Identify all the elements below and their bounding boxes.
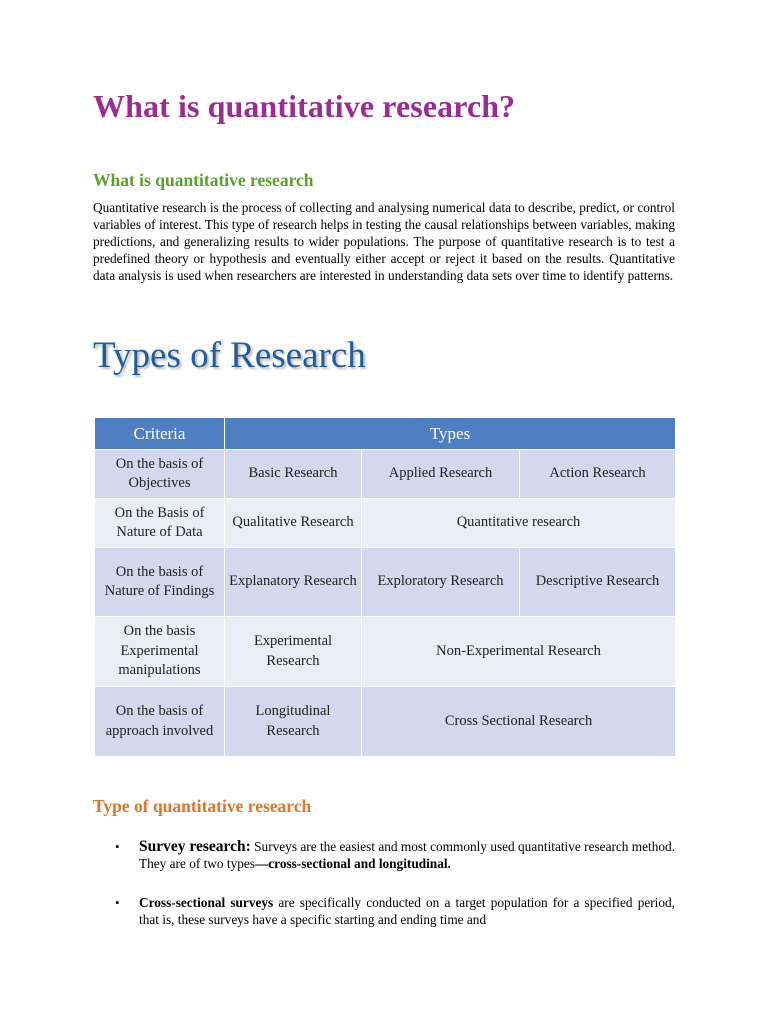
- intro-paragraph: Quantitative research is the process of collecting and analysing numerical data to describe, predict, or control variables of interest. This type of research helps in testing the causal relationships between variables, making predictions, and generalizing results to wider populations. The purpose of quantitative research is to test a predefined theory or hypothesis and eventually either accept or reject it based on the results. Quantitative data analysis is used when researchers are interested in understanding data sets over time to identify patterns.: [93, 200, 675, 283]
- table-row: [95, 450, 676, 499]
- type-cell: Explanatory Research: [225, 548, 362, 617]
- type-cell: Quantitative research: [362, 499, 676, 548]
- type-cell: Longitudinal Research: [225, 687, 362, 757]
- bullet-term: Cross-sectional surveys: [139, 895, 274, 910]
- bullet-text: Surveys are the easiest and most commonly used quantitative research method. They are of two types: [139, 839, 676, 871]
- list-item: [93, 838, 675, 872]
- type-cell: Action Research: [520, 450, 676, 499]
- row-criteria: On the basis Experimental manipulations: [95, 617, 225, 687]
- header-types: Types: [225, 418, 676, 450]
- bullet-icon: •: [115, 839, 120, 854]
- section-heading: What is quantitative research: [93, 170, 314, 190]
- bullet-emphasis: —cross-sectional and longitudinal.: [254, 856, 451, 871]
- type-cell: Experimental Research: [225, 617, 362, 687]
- table-row: [95, 548, 676, 617]
- header-criteria: Criteria: [95, 418, 225, 450]
- types-of-research-title: Types of Research: [93, 335, 366, 376]
- row-criteria: On the Basis of Nature of Data: [95, 499, 225, 548]
- type-cell: Descriptive Research: [520, 548, 676, 617]
- page-title: What is quantitative research?: [93, 88, 516, 124]
- type-cell: Exploratory Research: [362, 548, 520, 617]
- quantitative-types-heading: Type of quantitative research: [93, 796, 312, 816]
- type-cell: Applied Research: [362, 450, 520, 499]
- type-cell: Non-Experimental Research: [362, 617, 676, 687]
- bullet-text: are specifically conducted on a target population for a specified period, that is, these surveys have a specific starting and ending time and: [139, 895, 675, 927]
- table-row: [95, 499, 676, 548]
- research-types-table: [94, 417, 676, 757]
- type-cell: Qualitative Research: [225, 499, 362, 548]
- row-criteria: On the basis of Nature of Findings: [95, 548, 225, 617]
- table-row: [95, 687, 676, 757]
- bullet-term: Survey research:: [139, 838, 251, 855]
- table-header-row: [95, 418, 676, 450]
- row-criteria: On the basis of Objectives: [95, 450, 225, 499]
- type-cell: Cross Sectional Research: [362, 687, 676, 757]
- bullet-icon: •: [115, 895, 120, 910]
- type-cell: Basic Research: [225, 450, 362, 499]
- research-types-list: [93, 838, 675, 928]
- table-row: [95, 617, 676, 687]
- row-criteria: On the basis of approach involved: [95, 687, 225, 757]
- list-item: [93, 894, 675, 928]
